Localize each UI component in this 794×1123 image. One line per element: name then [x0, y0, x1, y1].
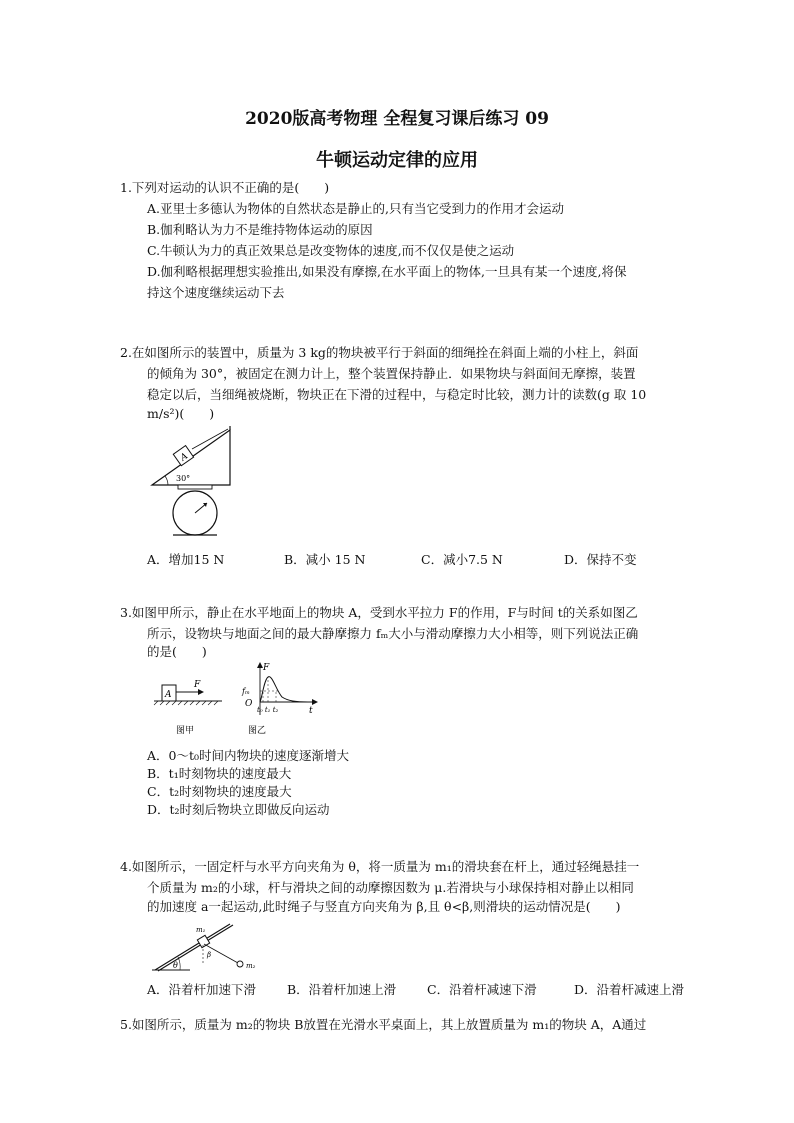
q1-option-d: D.伽利略根据理想实验推出,如果没有摩擦,在水平面上的物体,一旦具有某一个速度,将保: [147, 264, 627, 279]
q3-line-1: 3.如图甲所示，静止在水平地面上的物块 A，受到水平拉力 F的作用，F与时间 t的关系如图乙: [120, 605, 638, 620]
q4-rod-figure: [150, 920, 265, 975]
q3-block-figure: [150, 675, 225, 737]
q2-angle-label: 30°: [176, 474, 191, 483]
q3-caption-left: 图甲: [176, 726, 195, 736]
q3-block-label: A: [165, 690, 172, 700]
q1-option-b: B.伽利略认为力不是维持物体运动的原因: [147, 222, 373, 237]
q2-line-3: 稳定以后，当细绳被烧断，物块正在下滑的过程中，与稳定时比较，测力计的读数(g 取 10: [147, 387, 647, 402]
q3-axis-y-label: F: [263, 663, 270, 673]
q2-line-1: 2.在如图所示的装置中，质量为 3 kg的物块被平行于斜面的细绳拴在斜面上端的小柱上，斜面: [120, 345, 639, 360]
document-title: 2020版高考物理 全程复习课后练习 09: [245, 109, 549, 129]
q5-stem: 5.如图所示，质量为 m₂的物块 B放置在光滑水平桌面上，其上放置质量为 m₁的物块 A，A通过: [120, 1017, 647, 1032]
q4-line-2: 个质量为 m₂的小球，杆与滑块之间的动摩擦因数为 μ.若滑块与小球保持相对静止以相同: [147, 880, 634, 895]
q1-option-a: A.亚里士多德认为物体的自然状态是静止的,只有当它受到力的作用才会运动: [147, 201, 564, 216]
q1-option-d-cont: 持这个速度继续运动下去: [147, 285, 285, 300]
q3-axis-x-label: t: [309, 706, 313, 716]
q3-option-b: B．t₁时刻物块的速度最大: [147, 766, 292, 781]
q4-option-c: C．沿着杆减速下滑: [427, 982, 537, 997]
q3-option-a: A．0～t₀时间内物块的速度逐渐增大: [147, 748, 350, 763]
q2-line-2: 的倾角为 30°，被固定在测力计上，整个装置保持静止．如果物块与斜面间无摩擦，装置: [147, 366, 636, 381]
q4-m2-label: m₂: [246, 962, 256, 970]
q2-block-label: A: [178, 451, 190, 464]
q4-beta-label: β: [207, 951, 212, 959]
q2-option-c: C．减小7.5 N: [421, 552, 503, 567]
q3-line-3: 的是( ): [147, 644, 207, 659]
q3-origin-label: O: [245, 699, 253, 709]
q1-option-c: C.牛顿认为力的真正效果总是改变物体的速度,而不仅仅是使之运动: [147, 243, 515, 258]
document-subtitle: 牛顿运动定律的应用: [316, 150, 478, 171]
q3-force-time-graph: [238, 660, 320, 737]
q4-option-d: D．沿着杆减速上滑: [574, 982, 685, 997]
q4-m1-label: m₁: [196, 926, 206, 934]
q2-incline-scale-figure: [148, 424, 238, 542]
q2-option-b: B．减小 15 N: [284, 552, 366, 567]
q4-option-a: A．沿着杆加速下滑: [147, 982, 257, 997]
q2-option-a: A．增加15 N: [147, 552, 225, 567]
q2-option-d: D．保持不变: [564, 552, 637, 567]
q3-force-label: F: [194, 680, 201, 690]
q3-option-d: D．t₂时刻后物块立即做反向运动: [147, 802, 330, 817]
q3-option-c: C．t₂时刻物块的速度最大: [147, 784, 292, 799]
q4-theta-label: θ: [173, 961, 178, 970]
q3-fm-label: fₘ: [242, 687, 250, 696]
q4-option-b: B．沿着杆加速上滑: [287, 982, 397, 997]
q3-caption-right: 图乙: [248, 726, 267, 736]
q3-tick-labels: t₀ t₁ t₂: [257, 706, 279, 714]
q2-line-4: m/s²)( ): [147, 406, 215, 421]
q4-line-3: 的加速度 a一起运动,此时绳子与竖直方向夹角为 β,且 θ<β,则滑块的运动情况是( ): [147, 899, 621, 914]
q4-line-1: 4.如图所示，一固定杆与水平方向夹角为 θ，将一质量为 m₁的滑块套在杆上，通过轻绳悬挂一: [120, 859, 640, 874]
q3-line-2: 所示，设物块与地面之间的最大静摩擦力 fₘ大小与滑动摩擦力大小相等，则下列说法正确: [147, 626, 639, 641]
q1-stem: 1.下列对运动的认识不正确的是( ): [120, 180, 330, 195]
